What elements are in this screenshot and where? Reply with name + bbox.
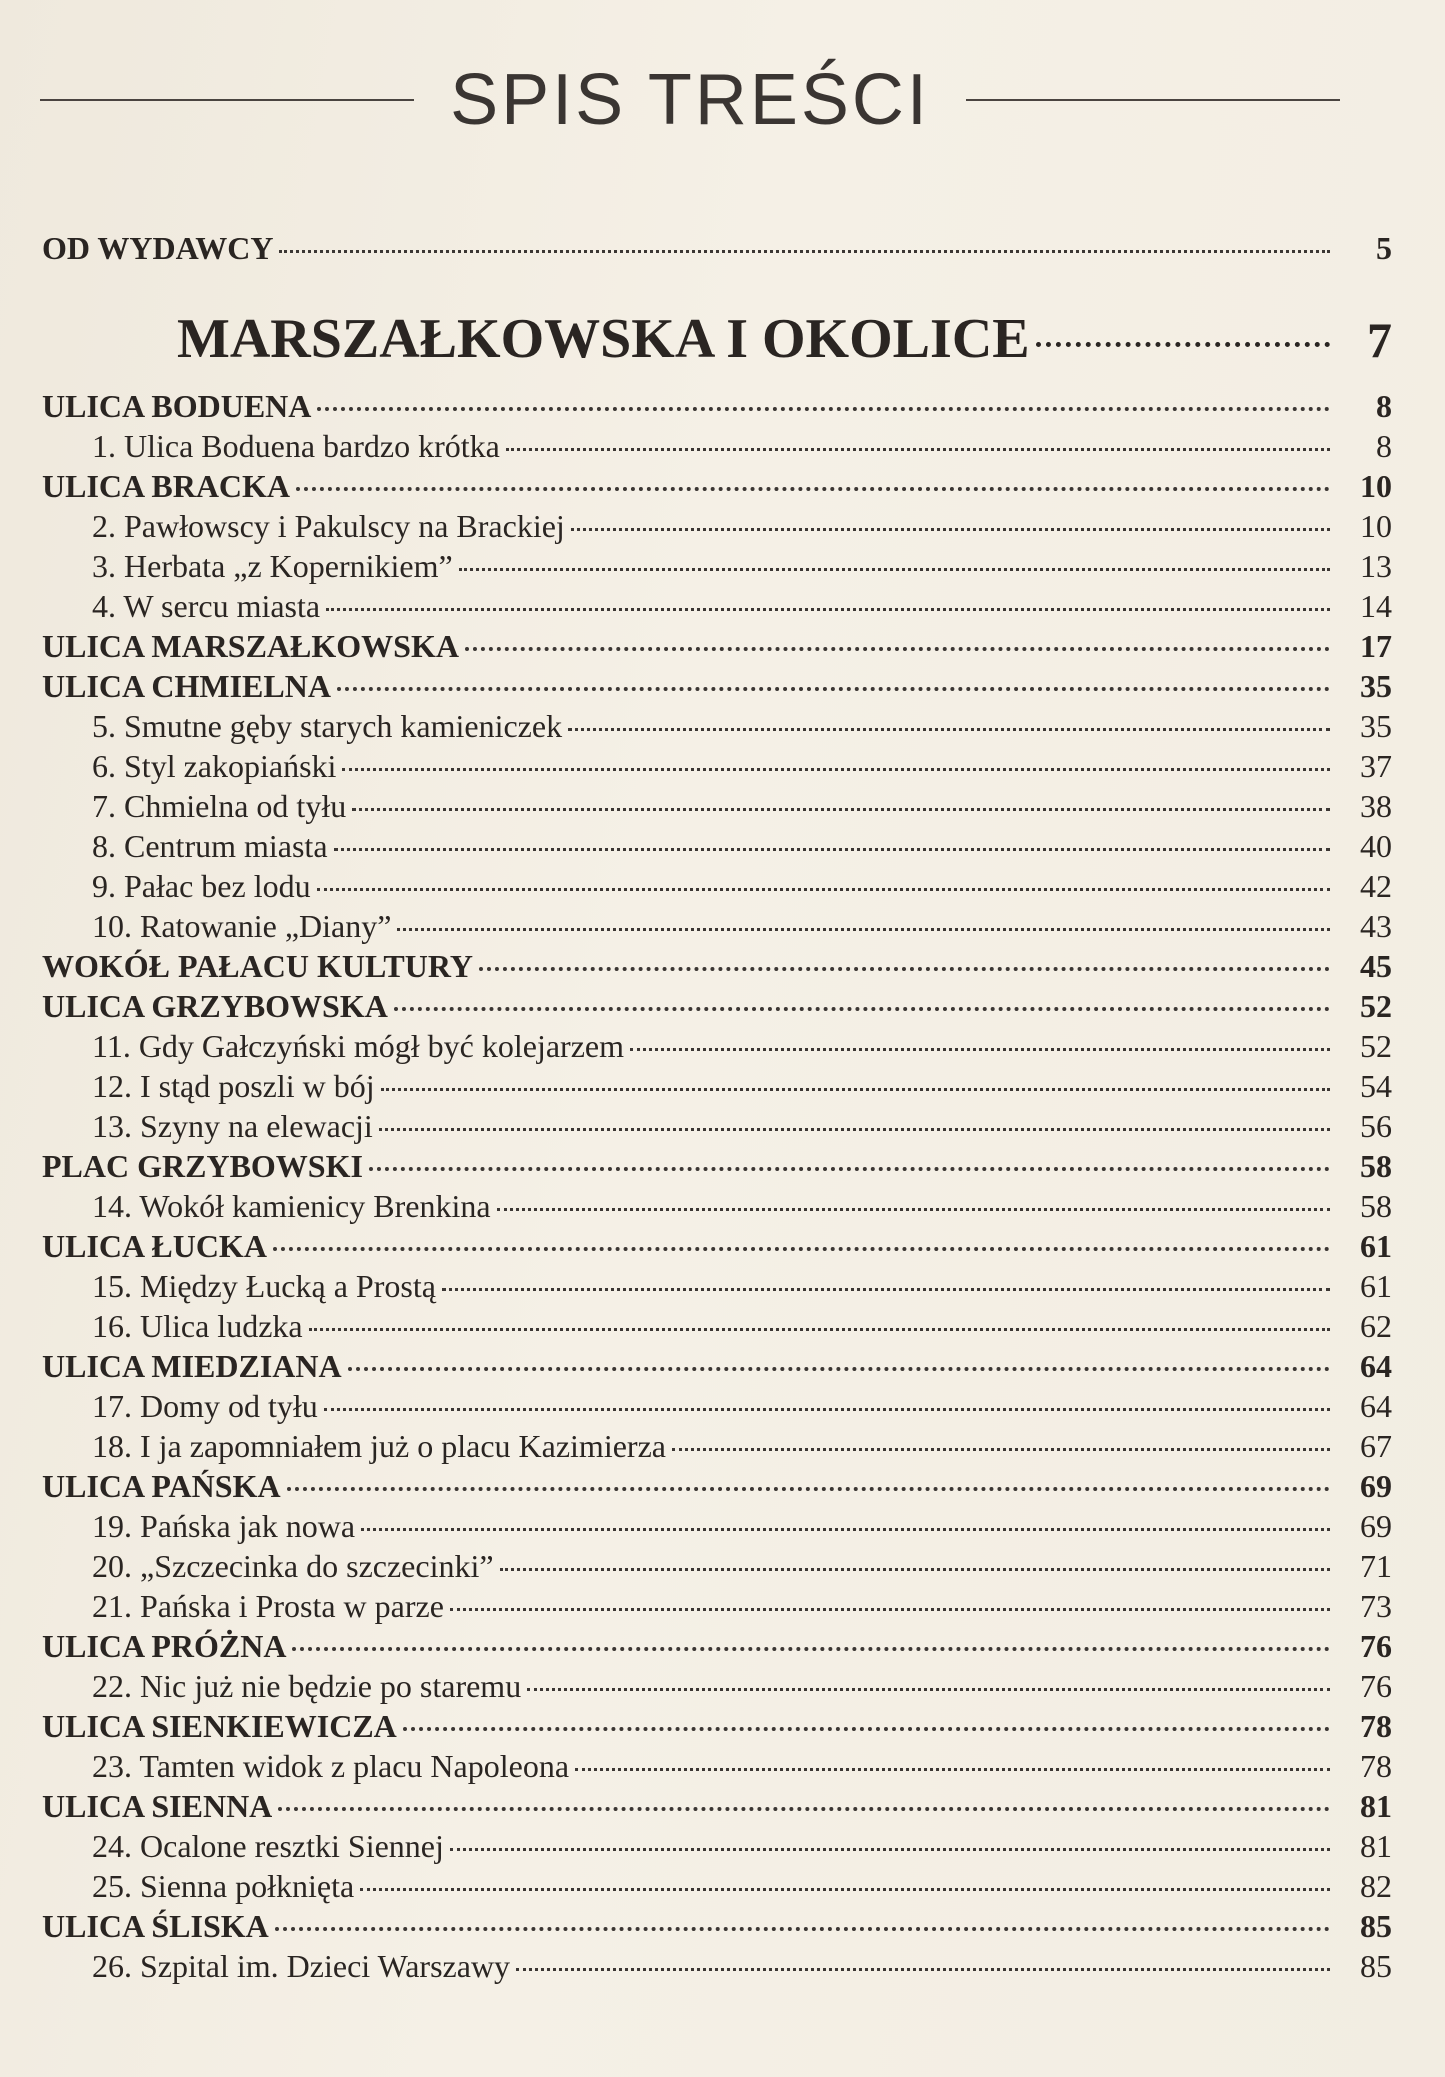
toc-entry-page: 82 <box>1360 1868 1392 1904</box>
toc-chapter-entry <box>42 1746 1392 1786</box>
dot-leader <box>337 687 1330 691</box>
toc-entry-page: 67 <box>1360 1428 1392 1464</box>
dot-leader <box>403 1727 1330 1731</box>
dot-leader <box>516 1968 1330 1971</box>
toc-section-entry <box>42 626 1392 666</box>
dot-leader <box>279 250 1330 253</box>
dot-leader <box>497 1208 1330 1211</box>
title-row <box>40 40 1340 160</box>
dot-leader <box>369 1167 1330 1171</box>
toc-entry-label: 24. Ocalone resztki Siennej <box>92 1828 444 1864</box>
toc-entry-page: 37 <box>1360 748 1392 784</box>
toc-chapter-entry <box>42 546 1392 586</box>
toc-entry-page: 64 <box>1360 1388 1392 1424</box>
toc-entry-page: 42 <box>1360 868 1392 904</box>
toc-entry-label: ULICA BODUENA <box>42 388 312 424</box>
toc-section-entry <box>42 666 1392 706</box>
dot-leader <box>672 1448 1330 1451</box>
toc-entry-page: 10 <box>1360 468 1392 504</box>
toc-entry-label: 13. Szyny na elewacji <box>92 1108 373 1144</box>
toc-chapter-entry <box>42 906 1392 946</box>
dot-leader <box>506 448 1330 451</box>
toc-chapter-entry <box>42 826 1392 866</box>
toc-entry-label: 8. Centrum miasta <box>92 828 328 864</box>
toc-chapter-entry <box>42 786 1392 826</box>
toc-chapter-entry <box>42 706 1392 746</box>
toc-entry-label: OD WYDAWCY <box>42 230 274 266</box>
toc-entry-page: 85 <box>1360 1948 1392 1984</box>
toc-chapter-entry <box>42 1106 1392 1146</box>
toc-entry-page: 40 <box>1360 828 1392 864</box>
toc-entry-page: 35 <box>1360 708 1392 744</box>
dot-leader <box>317 888 1330 891</box>
toc-section-entry <box>42 1226 1392 1266</box>
dot-leader <box>324 1408 1330 1411</box>
toc-entry-label: 2. Pawłowscy i Pakulscy na Brackiej <box>92 508 565 544</box>
dot-leader <box>317 407 1330 411</box>
toc-entry-label: 9. Pałac bez lodu <box>92 868 311 904</box>
toc-entry-page: 8 <box>1376 428 1392 464</box>
dot-leader <box>459 568 1330 571</box>
table-of-contents <box>42 218 1392 1986</box>
toc-entry-label: ULICA ŁUCKA <box>42 1228 267 1264</box>
toc-entry-label: 6. Styl zakopiański <box>92 748 337 784</box>
toc-entry-page: 43 <box>1360 908 1392 944</box>
toc-chapter-entry <box>42 586 1392 626</box>
dot-leader <box>500 1568 1330 1571</box>
toc-section-entry <box>42 386 1392 426</box>
toc-entry-label: 11. Gdy Gałczyński mógł być kolejarzem <box>92 1028 624 1064</box>
toc-chapter-entry <box>42 1506 1392 1546</box>
toc-part-label: MARSZAŁKOWSKA I OKOLICE <box>177 308 1030 370</box>
toc-entry-label: 19. Pańska jak nowa <box>92 1508 356 1544</box>
dot-leader <box>394 1007 1330 1011</box>
toc-section-entry <box>42 1626 1392 1666</box>
toc-section-entry <box>42 946 1392 986</box>
toc-entry-page: 76 <box>1360 1668 1392 1704</box>
toc-entry-page: 58 <box>1360 1148 1392 1184</box>
toc-entry-page: 61 <box>1360 1228 1392 1264</box>
toc-section-entry <box>42 986 1392 1026</box>
toc-chapter-entry <box>42 1866 1392 1906</box>
toc-entry-label: ULICA GRZYBOWSKA <box>42 988 388 1024</box>
dot-leader <box>334 848 1330 851</box>
toc-chapter-entry <box>42 1186 1392 1226</box>
toc-entry-page: 64 <box>1360 1348 1392 1384</box>
toc-entry-page: 52 <box>1360 988 1392 1024</box>
toc-entry-label: ULICA ŚLISKA <box>42 1908 269 1944</box>
toc-entry-label: ULICA BRACKA <box>42 468 291 504</box>
toc-section-entry <box>42 1466 1392 1506</box>
toc-entry-page: 38 <box>1360 788 1392 824</box>
toc-entry-label: 15. Między Łucką a Prostą <box>92 1268 436 1304</box>
toc-chapter-entry <box>42 426 1392 466</box>
toc-entry-page: 61 <box>1360 1268 1392 1304</box>
dot-leader <box>479 967 1330 971</box>
toc-entry-label: ULICA SIENKIEWICZA <box>42 1708 397 1744</box>
toc-entry-page: 62 <box>1360 1308 1392 1344</box>
toc-entry-label: PLAC GRZYBOWSKI <box>42 1148 363 1184</box>
toc-entry-label: 12. I stąd poszli w bój <box>92 1068 375 1104</box>
toc-chapter-entry <box>42 1946 1392 1986</box>
toc-entry-label: 4. W sercu miasta <box>92 588 321 624</box>
toc-entry-page: 10 <box>1360 508 1392 544</box>
toc-chapter-entry <box>42 1306 1392 1346</box>
dot-leader <box>326 608 1330 611</box>
toc-section-entry <box>42 1906 1392 1946</box>
toc-chapter-entry <box>42 1066 1392 1106</box>
toc-entry-page: 35 <box>1360 668 1392 704</box>
dot-leader <box>348 1367 1330 1371</box>
toc-entry-page: 56 <box>1360 1108 1392 1144</box>
title-rule-right <box>966 99 1340 101</box>
toc-entry-page: 52 <box>1360 1028 1392 1064</box>
toc-section-entry <box>42 466 1392 506</box>
toc-entry-label: 1. Ulica Boduena bardzo krótka <box>92 428 500 464</box>
dot-leader <box>296 487 1330 491</box>
toc-chapter-entry <box>42 1426 1392 1466</box>
dot-leader <box>450 1608 1330 1611</box>
dot-leader <box>273 1247 1330 1251</box>
dot-leader <box>381 1088 1330 1091</box>
toc-section-entry <box>42 1706 1392 1746</box>
toc-entry-label: 10. Ratowanie „Diany” <box>92 908 392 944</box>
dot-leader <box>527 1688 1330 1691</box>
toc-chapter-entry <box>42 1546 1392 1586</box>
dot-leader <box>397 928 1330 931</box>
dot-leader <box>1036 342 1330 347</box>
toc-chapter-entry <box>42 746 1392 786</box>
toc-section-entry <box>42 1146 1392 1186</box>
toc-section-entry <box>42 1786 1392 1826</box>
dot-leader <box>465 647 1330 651</box>
toc-part-heading <box>42 296 1392 382</box>
toc-chapter-entry <box>42 1386 1392 1426</box>
toc-entry-label: ULICA SIENNA <box>42 1788 273 1824</box>
dot-leader <box>278 1807 1330 1811</box>
toc-entry-label: ULICA CHMIELNA <box>42 668 331 704</box>
toc-entry-page: 81 <box>1360 1788 1392 1824</box>
toc-chapter-entry <box>42 1586 1392 1626</box>
toc-entry-page: 13 <box>1360 548 1392 584</box>
dot-leader <box>571 528 1330 531</box>
page-title: SPIS TREŚCI <box>450 60 930 140</box>
dot-leader <box>450 1848 1330 1851</box>
dot-leader <box>630 1048 1330 1051</box>
toc-entries <box>42 386 1392 1986</box>
dot-leader <box>568 728 1330 731</box>
toc-entry-page: 58 <box>1360 1188 1392 1224</box>
toc-entry-page: 73 <box>1360 1588 1392 1624</box>
toc-entry-label: 20. „Szczecinka do szczecinki” <box>92 1548 494 1584</box>
toc-entry-page: 54 <box>1360 1068 1392 1104</box>
toc-entry-label: 14. Wokół kamienicy Brenkina <box>92 1188 491 1224</box>
toc-entry-label: 7. Chmielna od tyłu <box>92 788 347 824</box>
toc-entry-page: 71 <box>1360 1548 1392 1584</box>
toc-chapter-entry <box>42 1826 1392 1866</box>
toc-entry-label: 25. Sienna połknięta <box>92 1868 355 1904</box>
toc-entry-page: 76 <box>1360 1628 1392 1664</box>
dot-leader <box>309 1328 1330 1331</box>
toc-entry-label: 26. Szpital im. Dzieci Warszawy <box>92 1948 511 1984</box>
dot-leader <box>575 1768 1330 1771</box>
dot-leader <box>442 1288 1330 1291</box>
dot-leader <box>275 1927 1330 1931</box>
toc-chapter-entry <box>42 1666 1392 1706</box>
toc-entry-page: 81 <box>1360 1828 1392 1864</box>
dot-leader <box>342 768 1330 771</box>
toc-entry-label: ULICA MIEDZIANA <box>42 1348 342 1384</box>
toc-chapter-entry <box>42 1266 1392 1306</box>
toc-entry-page: 45 <box>1360 948 1392 984</box>
toc-entry-label: 5. Smutne gęby starych kamieniczek <box>92 708 563 744</box>
toc-intro-entry <box>42 218 1392 278</box>
toc-entry-page: 85 <box>1360 1908 1392 1944</box>
toc-chapter-entry <box>42 506 1392 546</box>
toc-entry-page: 5 <box>1376 230 1392 266</box>
toc-entry-label: 21. Pańska i Prosta w parze <box>92 1588 444 1624</box>
dot-leader <box>361 1528 1330 1531</box>
toc-section-entry <box>42 1346 1392 1386</box>
toc-entry-label: 16. Ulica ludzka <box>92 1308 303 1344</box>
toc-entry-label: 17. Domy od tyłu <box>92 1388 318 1424</box>
toc-entry-label: ULICA PRÓŻNA <box>42 1628 287 1664</box>
toc-entry-page: 17 <box>1360 628 1392 664</box>
toc-entry-label: 22. Nic już nie będzie po staremu <box>92 1668 522 1704</box>
toc-chapter-entry <box>42 866 1392 906</box>
title-rule-left <box>40 99 414 101</box>
toc-entry-label: ULICA PAŃSKA <box>42 1468 281 1504</box>
toc-entry-page: 69 <box>1360 1508 1392 1544</box>
toc-entry-label: 18. I ja zapomniałem już o placu Kazimierza <box>92 1428 666 1464</box>
dot-leader <box>379 1128 1330 1131</box>
toc-entry-label: ULICA MARSZAŁKOWSKA <box>42 628 459 664</box>
toc-entry-page: 8 <box>1376 388 1392 424</box>
toc-entry-page: 78 <box>1360 1708 1392 1744</box>
toc-entry-page: 69 <box>1360 1468 1392 1504</box>
toc-entry-label: 23. Tamten widok z placu Napoleona <box>92 1748 570 1784</box>
dot-leader <box>360 1888 1330 1891</box>
toc-entry-page: 78 <box>1360 1748 1392 1784</box>
dot-leader <box>352 808 1330 811</box>
toc-part-page: 7 <box>1367 312 1392 368</box>
toc-entry-label: WOKÓŁ PAŁACU KULTURY <box>42 948 473 984</box>
dot-leader <box>287 1487 1330 1491</box>
toc-entry-page: 14 <box>1360 588 1392 624</box>
dot-leader <box>292 1647 1330 1651</box>
toc-entry-label: 3. Herbata „z Kopernikiem” <box>92 548 453 584</box>
toc-chapter-entry <box>42 1026 1392 1066</box>
